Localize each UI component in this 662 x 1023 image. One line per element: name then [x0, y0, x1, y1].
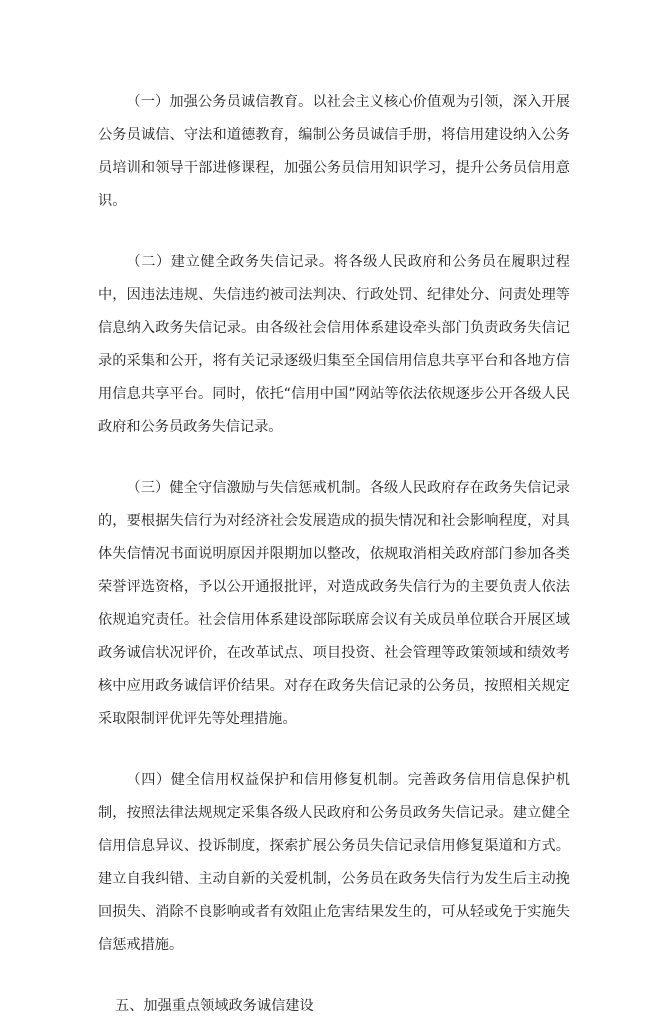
paragraph-government-dishonesty-records: （二）建立健全政务失信记录。将各级人民政府和公务员在履职过程中，因违法违规、失信违约被司法判决、行政处罚、纪律处分、问责处理等信息纳入政务失信记录。由各级社会信用体系建设牵头部门负责政务失信记录的采集和公开，将有关记录逐级归集至全国信用信息共享平台和各地方信用信息共享平台。同时，依托“信用中国”网站等依法依规逐步公开各级人民政府和公务员政务失信记录。 — [98, 254, 570, 435]
paragraph-civil-servant-integrity-education: （一）加强公务员诚信教育。以社会主义核心价值观为引领，深入开展公务员诚信、守法和道德教育，编制公务员诚信手册，将信用建设纳入公务员培训和领导干部进修课程，加强公务员信用知识学习，提升公务员信用意识。 — [98, 94, 570, 209]
document-page — [98, 86, 570, 1023]
section-heading-key-areas: 五、加强重点领域政务诚信建设 — [115, 998, 314, 1014]
paragraph-incentive-and-punishment-mechanism: （三）健全守信激励与失信惩戒机制。各级人民政府存在政务失信记录的，要根据失信行为对经济社会发展造成的损失情况和社会影响程度，对具体失信情况书面说明原因并限期加以整改，依规取消相关政府部门参加各类荣誉评选资格，予以公开通报批评，对造成政务失信行为的主要负责人依法依规追究责任。社会信用体系建设部际联席会议有关成员单位联合开展区域政务诚信状况评价，在改革试点、项目投资、社会管理等政策领域和绩效考核中应用政务诚信评价结果。对存在政务失信记录的公务员，按照相关规定采取限制评优评先等处理措施。 — [98, 480, 570, 727]
paragraph-credit-rights-protection-and-repair: （四）健全信用权益保护和信用修复机制。完善政务信用信息保护机制，按照法律法规规定采集各级人民政府和公务员政务失信记录。建立健全信用信息异议、投诉制度，探索扩展公务员失信记录信用修复渠道和方式。建立自我纠错、主动自新的关爱机制，公务员在政务失信行为发生后主动挽回损失、消除不良影响或者有效阻止危害结果发生的，可从轻或免于实施失信惩戒措施。 — [98, 772, 570, 953]
